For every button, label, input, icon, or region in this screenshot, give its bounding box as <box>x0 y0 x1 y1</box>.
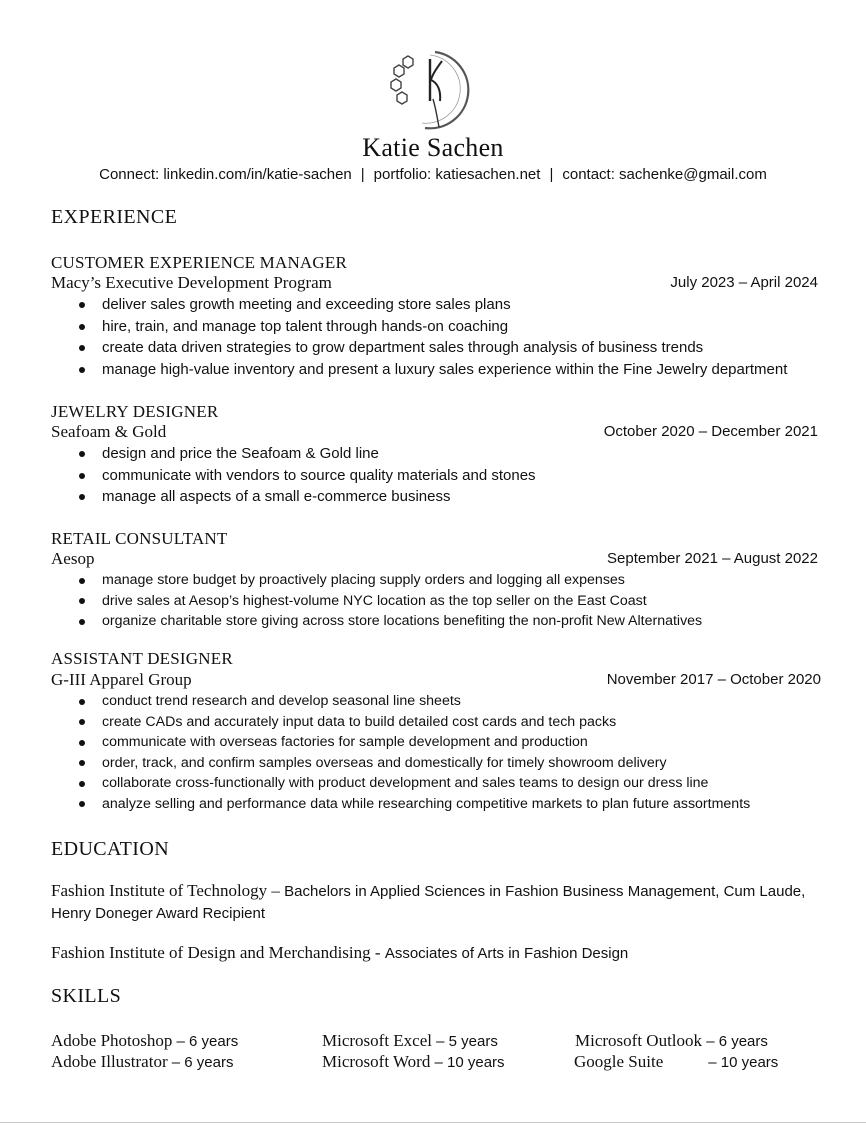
job-dates: September 2021 – August 2022 <box>607 550 818 567</box>
bullet-item: communicate with vendors to source quality materials and stones <box>78 465 536 487</box>
education-heading: EDUCATION <box>51 838 170 860</box>
skill-years: – 6 years <box>167 1054 234 1071</box>
skill-entry <box>51 1031 238 1051</box>
job-title: RETAIL CONSULTANT <box>51 529 228 548</box>
contact-line <box>0 166 866 183</box>
education-entry <box>51 880 831 924</box>
contact-separator: | <box>549 166 554 183</box>
job-company: Macy’s Executive Development Program <box>51 273 332 292</box>
skill-entry <box>51 1052 233 1072</box>
skill-entry <box>322 1052 505 1072</box>
school-name: Fashion Institute of Design and Merchandising <box>51 943 371 962</box>
skill-entry <box>575 1031 768 1051</box>
portfolio-link[interactable]: portfolio: katiesachen.net <box>373 166 541 183</box>
email-link[interactable]: contact: sachenke@gmail.com <box>562 166 767 183</box>
skill-years: – 6 years <box>702 1033 768 1050</box>
bullet-item: drive sales at Aesop’s highest-volume NYC location as the top seller on the East Coast <box>78 591 702 612</box>
degree-text: Associates of Arts in Fashion Design <box>384 945 629 962</box>
bullet-item: analyze selling and performance data while researching competitive markets to plan future assortments <box>78 794 750 815</box>
contact-separator: | <box>360 166 365 183</box>
bullet-item: design and price the Seafoam & Gold line <box>78 443 536 465</box>
bullet-item: organize charitable store giving across store locations benefiting the non-profit New Alternatives <box>78 611 702 632</box>
job-dates: October 2020 – December 2021 <box>603 423 818 440</box>
education-entry <box>51 942 831 965</box>
bullet-item: collaborate cross-functionally with product development and sales teams to design our dress line <box>78 773 750 794</box>
school-name: Fashion Institute of Technology <box>51 881 268 900</box>
bullet-item: manage high-value inventory and present a luxury sales experience within the Fine Jewelry department <box>78 359 787 381</box>
skill-years: – 10 years <box>708 1054 779 1071</box>
bullet-item: create CADs and accurately input data to build detailed cost cards and tech packs <box>78 712 750 733</box>
linkedin-link[interactable]: Connect: linkedin.com/in/katie-sachen <box>99 166 352 183</box>
bullet-item: order, track, and confirm samples overseas and domestically for timely showroom delivery <box>78 753 750 774</box>
job-company: Seafoam & Gold <box>51 422 167 441</box>
bullet-item: manage store budget by proactively placing supply orders and logging all expenses <box>78 570 702 591</box>
bullet-item: hire, train, and manage top talent through hands-on coaching <box>78 316 787 338</box>
education-separator: – <box>267 881 285 900</box>
job-bullets <box>78 691 750 815</box>
page-bottom-divider <box>0 1122 866 1123</box>
skill-name: Microsoft Word <box>322 1052 431 1071</box>
skill-name: Google Suite <box>574 1052 664 1071</box>
job-dates: July 2023 – April 2024 <box>670 274 818 291</box>
education-separator: - <box>370 943 385 962</box>
bullet-item: deliver sales growth meeting and exceeding store sales plans <box>78 294 787 316</box>
skill-name: Adobe Illustrator <box>51 1052 168 1071</box>
candidate-name: Katie Sachen <box>362 133 504 162</box>
experience-heading: EXPERIENCE <box>51 206 178 228</box>
job-company: G-III Apparel Group <box>51 670 192 689</box>
job-bullets <box>78 570 702 632</box>
skill-years: – 6 years <box>172 1033 239 1050</box>
skill-entry <box>574 1052 778 1072</box>
skill-name: Adobe Photoshop <box>51 1031 173 1050</box>
job-bullets <box>78 294 787 380</box>
skill-entry <box>322 1031 498 1051</box>
degree-text: Bachelors in Applied Sciences in Fashion Business Management, Cum Laude, Henry Doneger Award Recipient <box>51 883 806 922</box>
skill-years: – 10 years <box>430 1054 505 1071</box>
job-title: CUSTOMER EXPERIENCE MANAGER <box>51 253 347 272</box>
job-title: ASSISTANT DESIGNER <box>51 649 233 668</box>
job-company: Aesop <box>51 549 95 568</box>
job-dates: November 2017 – October 2020 <box>606 671 821 688</box>
bullet-item: communicate with overseas factories for sample development and production <box>78 732 750 753</box>
bullet-item: manage all aspects of a small e-commerce business <box>78 486 536 508</box>
job-bullets <box>78 443 536 508</box>
skill-name: Microsoft Excel <box>322 1031 432 1050</box>
monogram-k-logo-icon <box>385 49 480 131</box>
skill-name: Microsoft Outlook <box>575 1031 703 1050</box>
skills-heading: SKILLS <box>51 985 122 1007</box>
bullet-item: create data driven strategies to grow department sales through analysis of business trends <box>78 337 787 359</box>
bullet-item: conduct trend research and develop seasonal line sheets <box>78 691 750 712</box>
skill-years: – 5 years <box>432 1033 498 1050</box>
job-title: JEWELRY DESIGNER <box>51 402 219 421</box>
